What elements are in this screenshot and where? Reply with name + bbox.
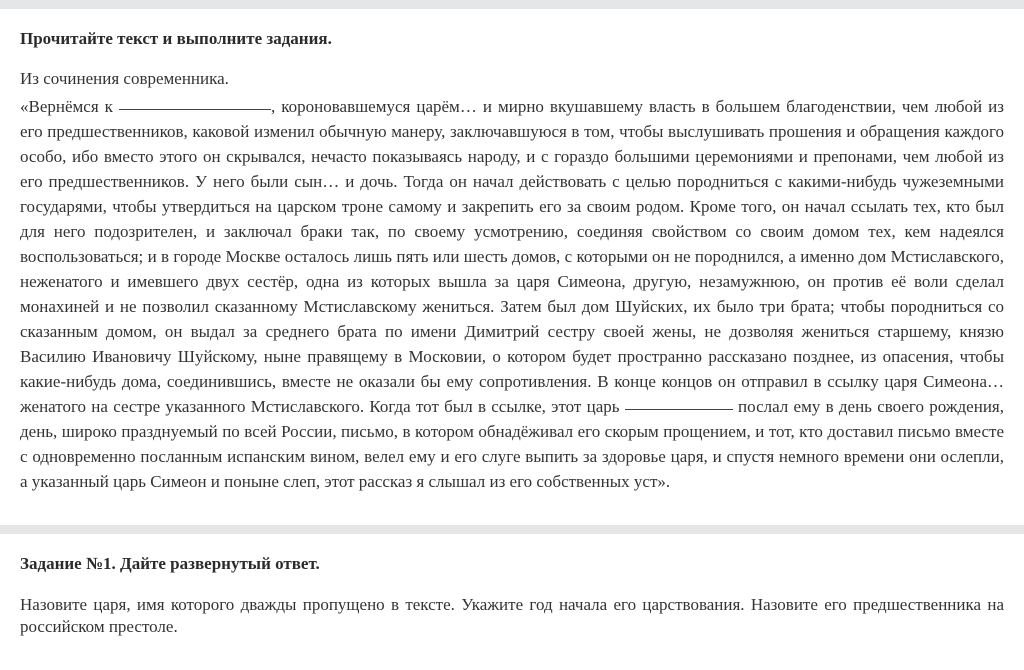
reading-section	[0, 9, 1024, 525]
task-heading: Задание №1. Дайте развернутый ответ.	[20, 554, 320, 573]
top-divider-bar	[0, 0, 1024, 9]
text-part-3: послал ему в день своего рождения, день, широко празднуемый по всей России, письмо, в котором обнадёживал его скорым прощением, и тот, кто доставил письмо вместе с одновременно посланным испанским вином, велел ему и его слуге выпить за здоровье царя, и спустя немного времени они ослепли, а указанный царь Симеон и поныне слеп, этот рассказ я слышал из его собственных уст».	[20, 397, 1004, 491]
historical-text	[20, 94, 1004, 494]
text-part-2: , короновавшемуся царём… и мирно вкушавшему власть в большем благоденствии, чем любой из его предшественников, каковой изменил обычную манеру, заключавшуюся в том, чтобы выслушивать прошения и обращения каждого особо, ибо вместо этого он скрывался, нечасто показываясь народу, и с гораздо большими церемониями и препонами, чем любой из его предшественников. У него были сын… и дочь. Тогда он начал действовать с целью породниться с какими-нибудь чужеземными государями, чтобы утвердиться на царском троне самому и закрепить его за своим родом. Кроме того, он начал ссылать тех, кто был для него подозрителен, и заключал браки так, по своему усмотрению, соединяя свойством со своим домом тех, кем надеялся воспользоваться; и в городе Москве осталось лишь пять или шесть домов, с которыми он не породнился, а именно дом Мстиславского, неженатого и имевшего двух сестёр, одна из которых вышла за царя Симеона, другую, незамужнюю, он против её воли сделал монахиней и не позволил сказанному Мстиславскому жениться. Затем был дом Шуйских, их было три брата; чтобы породниться со сказанным домом, он выдал за среднего брата по имени Димитрий сестру своей жены, не дозволяя жениться старшему, князю Василию Ивановичу Шуйскому, ныне правящему в Московии, о котором будет пространно рассказано позднее, из опасения, чтобы какие-нибудь дома, соединившись, вместе не оказали бы ему сопротивления. В конце концов он отправил в ссылку царя Симеона… женатого на сестре указанного Мстиславского. Когда тот был в ссылке, этот царь	[20, 97, 1004, 416]
reading-heading: Прочитайте текст и выполните задания.	[20, 29, 332, 48]
text-part-1: «Вернёмся к	[20, 97, 119, 116]
blank-1	[119, 93, 271, 110]
task-section	[0, 534, 1024, 638]
task-question: Назовите царя, имя которого дважды пропущено в тексте. Укажите год начала его царствования. Назовите его предшественника на российском престоле.	[20, 595, 1004, 636]
blank-2	[625, 393, 733, 410]
section-divider-bar	[0, 525, 1024, 534]
source-line: Из сочинения современника.	[20, 69, 229, 88]
